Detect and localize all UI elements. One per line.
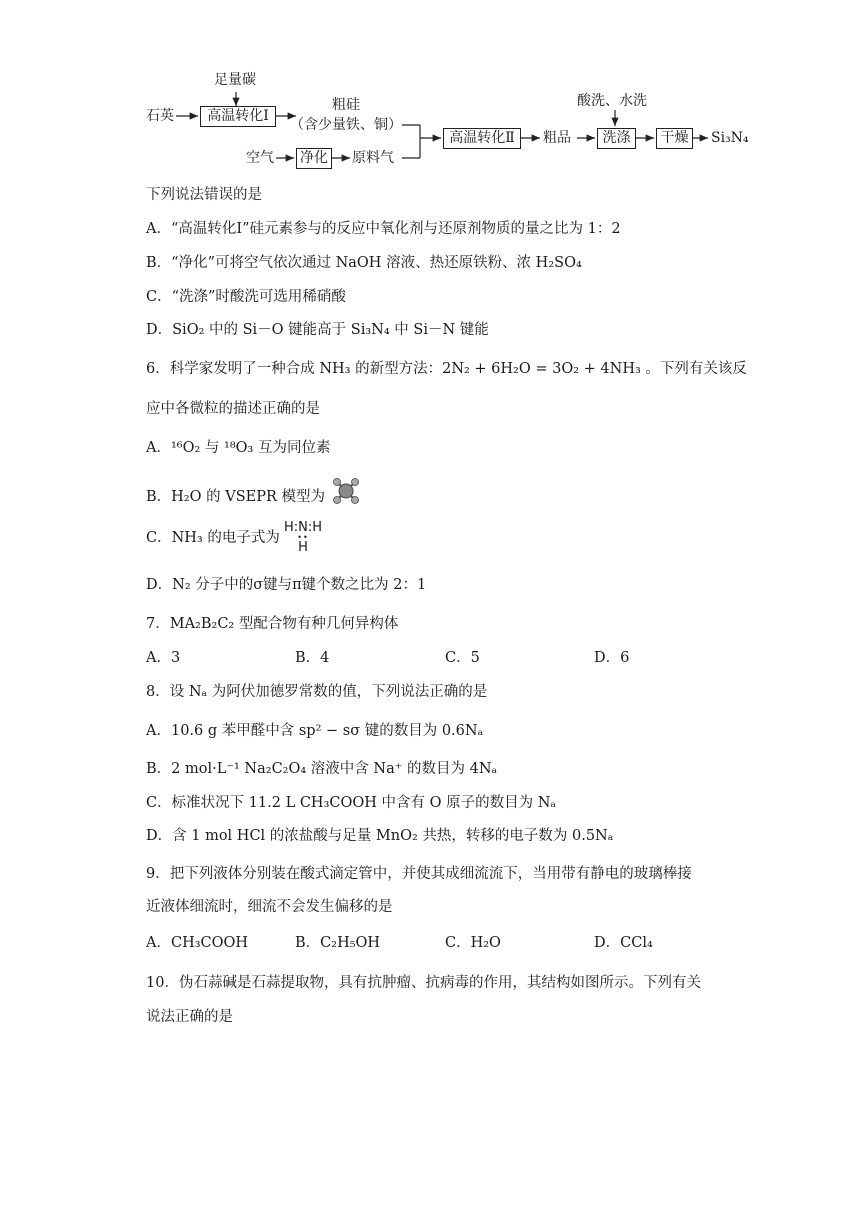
flow-air: 空气 <box>246 150 274 166</box>
q8-option-c: C．标准状况下 11.2 L CH₃COOH 中含有 O 原子的数目为 Nₐ <box>146 795 557 811</box>
q7-option-a: A．3 <box>146 650 181 666</box>
q5-option-a: A．“高温转化Ⅰ”硅元素参与的反应中氧化剂与还原剂物质的量之比为 1：2 <box>146 221 621 237</box>
flow-quartz: 石英 <box>146 108 174 124</box>
nh3-lone-pair-dots: •• <box>297 533 309 542</box>
q6-option-b <box>146 485 360 509</box>
q5-stem: 下列说法错误的是 <box>146 187 262 203</box>
flow-feed-gas: 原料气 <box>352 150 394 166</box>
flow-step2-box: 高温转化Ⅱ <box>443 128 521 149</box>
q7-option-b: B．4 <box>295 650 330 666</box>
q5-option-c: C．“洗涤”时酸洗可选用稀硝酸 <box>146 289 346 305</box>
q6-stem-line2: 应中各微粒的描述正确的是 <box>146 401 320 417</box>
q9-stem-line2: 近液体细流时，细流不会发生偏移的是 <box>146 899 393 915</box>
flow-product: Si₃N₄ <box>711 130 749 146</box>
nh3-formula-bottom: H <box>298 540 308 555</box>
q9-stem-line1: 9．把下列液体分别装在酸式滴定管中，并使其成细流流下，当用带有静电的玻璃棒接 <box>146 866 692 882</box>
flow-diagram <box>0 0 860 180</box>
nh3-formula-top: H:N:H <box>283 520 323 535</box>
q8-stem: 8．设 Nₐ 为阿伏加德罗常数的值，下列说法正确的是 <box>146 684 488 700</box>
q6-stem-line1: 6．科学家发明了一种合成 NH₃ 的新型方法：2N₂ + 6H₂O = 3O₂ + 4NH₃ 。下列有关该反 <box>146 361 747 377</box>
q6-option-d: D．N₂ 分子中的σ键与π键个数之比为 2：1 <box>146 577 427 593</box>
flow-crude-product: 粗品 <box>543 130 571 146</box>
q6-option-b-text: B．H₂O 的 VSEPR 模型为 <box>146 488 325 505</box>
q8-option-b: B．2 mol·L⁻¹ Na₂C₂O₄ 溶液中含 Na⁺ 的数目为 4Nₐ <box>146 761 498 777</box>
flow-arrows <box>0 0 860 180</box>
q9-option-b: B．C₂H₅OH <box>295 935 381 951</box>
q6-option-a: A．¹⁶O₂ 与 ¹⁸O₃ 互为同位素 <box>146 440 331 456</box>
flow-crude-si: 粗硅 <box>332 97 360 113</box>
q6-option-c <box>146 531 280 546</box>
q10-stem-line2: 说法正确的是 <box>146 1009 233 1025</box>
flow-crude-si-note: （含少量铁、铜） <box>290 117 402 133</box>
q6-option-c-text: C．NH₃ 的电子式为 <box>146 530 280 546</box>
q5-option-b: B．“净化”可将空气依次通过 NaOH 溶液、热还原铁粉、浓 H₂SO₄ <box>146 255 582 271</box>
q8-option-a: A．10.6 g 苯甲醛中含 sp² − sσ 键的数目为 0.6Nₐ <box>146 723 484 739</box>
flow-wash-box: 洗涤 <box>597 128 636 149</box>
q9-option-d: D．CCl₄ <box>594 935 653 951</box>
q8-option-d: D．含 1 mol HCl 的浓盐酸与足量 MnO₂ 共热，转移的电子数为 0.5Nₐ <box>146 828 614 844</box>
flow-purify-box: 净化 <box>296 148 332 169</box>
q7-option-c: C．5 <box>445 650 480 666</box>
vsepr-model-icon <box>332 477 360 509</box>
q7-option-d: D．6 <box>594 650 630 666</box>
q5-option-d: D．SiO₂ 中的 Si－O 键能高于 Si₃N₄ 中 Si－N 键能 <box>146 322 489 338</box>
q7-stem: 7．MA₂B₂C₂ 型配合物有种几何异构体 <box>146 616 399 632</box>
q9-option-a: A．CH₃COOH <box>146 935 249 951</box>
q9-option-c: C．H₂O <box>445 935 501 951</box>
nh3-electron-formula <box>279 521 327 554</box>
flow-step1-box: 高温转化Ⅰ <box>200 106 276 127</box>
q10-stem-line1: 10．伪石蒜碱是石蒜提取物，具有抗肿瘤、抗病毒的作用，其结构如图所示。下列有关 <box>146 975 701 991</box>
flow-carbon-label: 足量碳 <box>214 72 256 88</box>
flow-dry-box: 干燥 <box>656 128 693 149</box>
flow-wash-reagent: 酸洗、水洗 <box>577 93 647 109</box>
